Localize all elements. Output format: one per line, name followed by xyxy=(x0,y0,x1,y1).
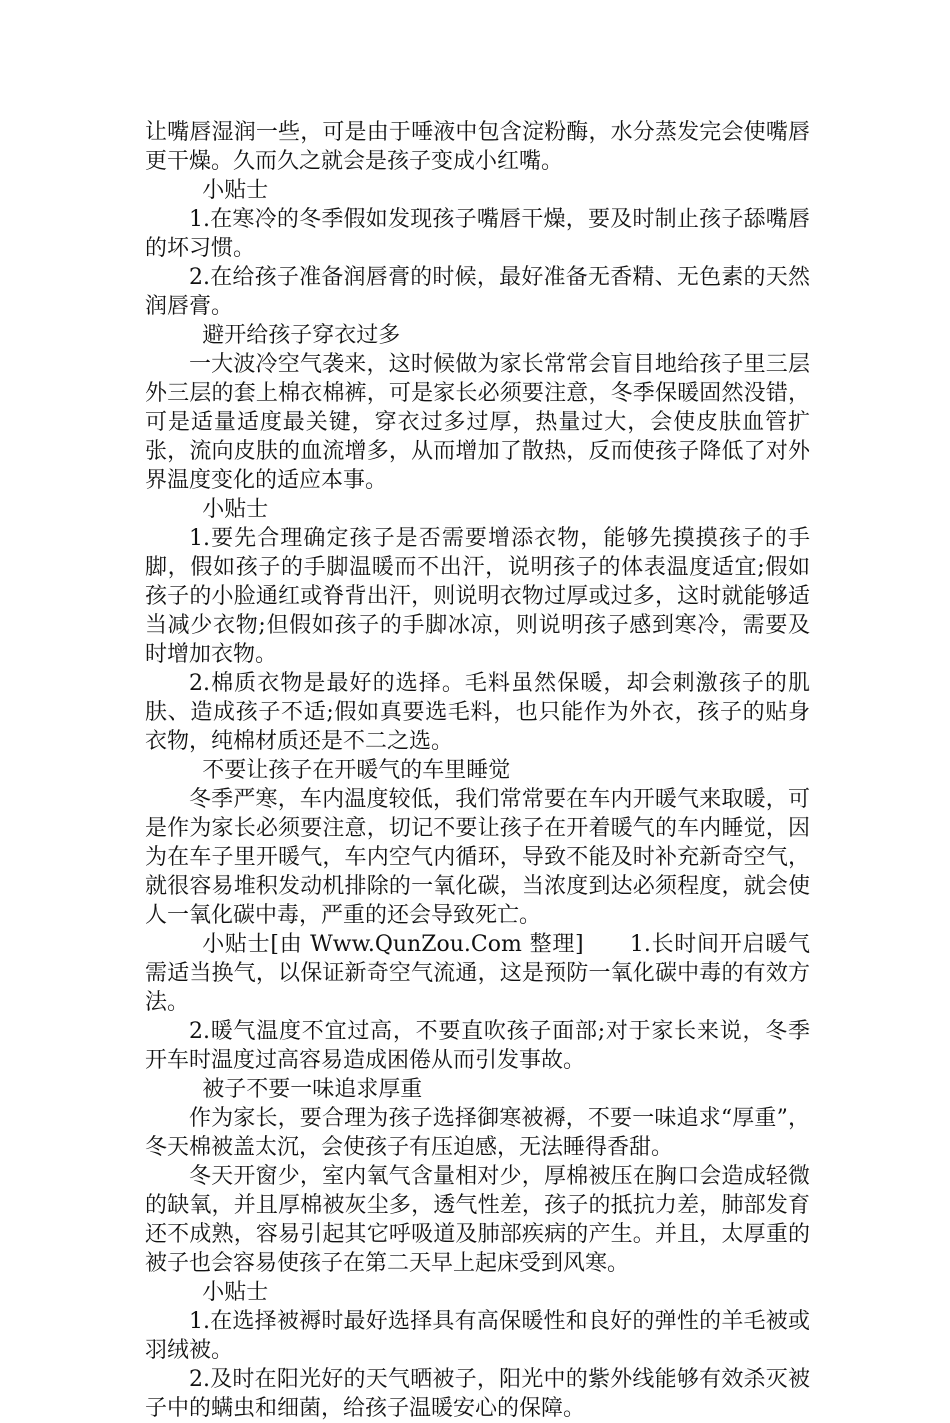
paragraph: 一大波冷空气袭来，这时候做为家长常常会盲目地给孩子里三层外三层的套上棉衣棉裤，可是家长必须要注意，冬季保暖固然没错，可是适量适度最关键，穿衣过多过厚，热量过大，会使皮肤血管扩张，流向皮肤的血流增多，从而增加了散热，反而使孩子降低了对外界温度变化的适应本事。 xyxy=(145,352,810,493)
tip-item: 2.棉质衣物是最好的选择。毛料虽然保暖，却会刺激孩子的肌肤、造成孩子不适;假如真要选毛料，也只能作为外衣，孩子的贴身衣物，纯棉材质还是不二之选。 xyxy=(145,671,810,754)
tip-item: 2.及时在阳光好的天气晒被子，阳光中的紫外线能够有效杀灭被子中的螨虫和细菌，给孩子温暖安心的保障。 xyxy=(145,1367,810,1421)
tip-item: 1.在选择被褥时最好选择具有高保暖性和良好的弹性的羊毛被或羽绒被。 xyxy=(145,1309,810,1363)
paragraph: 作为家长，要合理为孩子选择御寒被褥，不要一味追求“厚重”，冬天棉被盖太沉，会使孩子有压迫感，无法睡得香甜。 xyxy=(145,1106,810,1160)
document-body xyxy=(145,118,810,1423)
tips-heading-with-tip: 小贴士[由 Www.QunZou.Com 整理] 1.长时间开启暖气需适当换气，以保证新奇空气流通，这是预防一氧化碳中毒的有效方法。 xyxy=(145,932,810,1015)
section-heading: 避开给孩子穿衣过多 xyxy=(202,323,401,348)
tip-item: 2.在给孩子准备润唇膏的时候，最好准备无香精、无色素的天然润唇膏。 xyxy=(145,265,810,319)
paragraph: 冬季严寒，车内温度较低，我们常常要在车内开暖气来取暖，可是作为家长必须要注意，切记不要让孩子在开着暖气的车内睡觉，因为在车子里开暖气，车内空气内循环，导致不能及时补充新奇空气，就很容易堆积发动机排除的一氧化碳，当浓度到达必须程度，就会使人一氧化碳中毒，严重的还会导致死亡。 xyxy=(145,787,810,928)
section-heading: 不要让孩子在开暖气的车里睡觉 xyxy=(202,758,511,783)
tips-heading: 小贴士 xyxy=(202,178,269,203)
tip-item: 2.暖气温度不宜过高，不要直吹孩子面部;对于家长来说，冬季开车时温度过高容易造成困倦从而引发事故。 xyxy=(145,1019,810,1073)
tip-item: 1.要先合理确定孩子是否需要增添衣物，能够先摸摸孩子的手脚，假如孩子的手脚温暖而不出汗，说明孩子的体表温度适宜;假如孩子的小脸通红或脊背出汗，则说明衣物过厚或过多，这时就能够适当减少衣物;但假如孩子的手脚冰凉，则说明孩子感到寒冷，需要及时增加衣物。 xyxy=(145,526,810,667)
tips-heading: 小贴士 xyxy=(202,1280,269,1305)
paragraph-continuation: 让嘴唇湿润一些，可是由于唾液中包含淀粉酶，水分蒸发完会使嘴唇更干燥。久而久之就会是孩子变成小红嘴。 xyxy=(145,120,810,174)
tips-heading: 小贴士 xyxy=(202,497,269,522)
paragraph: 冬天开窗少，室内氧气含量相对少，厚棉被压在胸口会造成轻微的缺氧，并且厚棉被灰尘多，透气性差，孩子的抵抗力差，肺部发育还不成熟，容易引起其它呼吸道及肺部疾病的产生。并且，太厚重的被子也会容易使孩子在第二天早上起床受到风寒。 xyxy=(145,1164,810,1276)
tip-item: 1.在寒冷的冬季假如发现孩子嘴唇干燥，要及时制止孩子舔嘴唇的坏习惯。 xyxy=(145,207,810,261)
section-heading: 被子不要一味追求厚重 xyxy=(202,1077,423,1102)
